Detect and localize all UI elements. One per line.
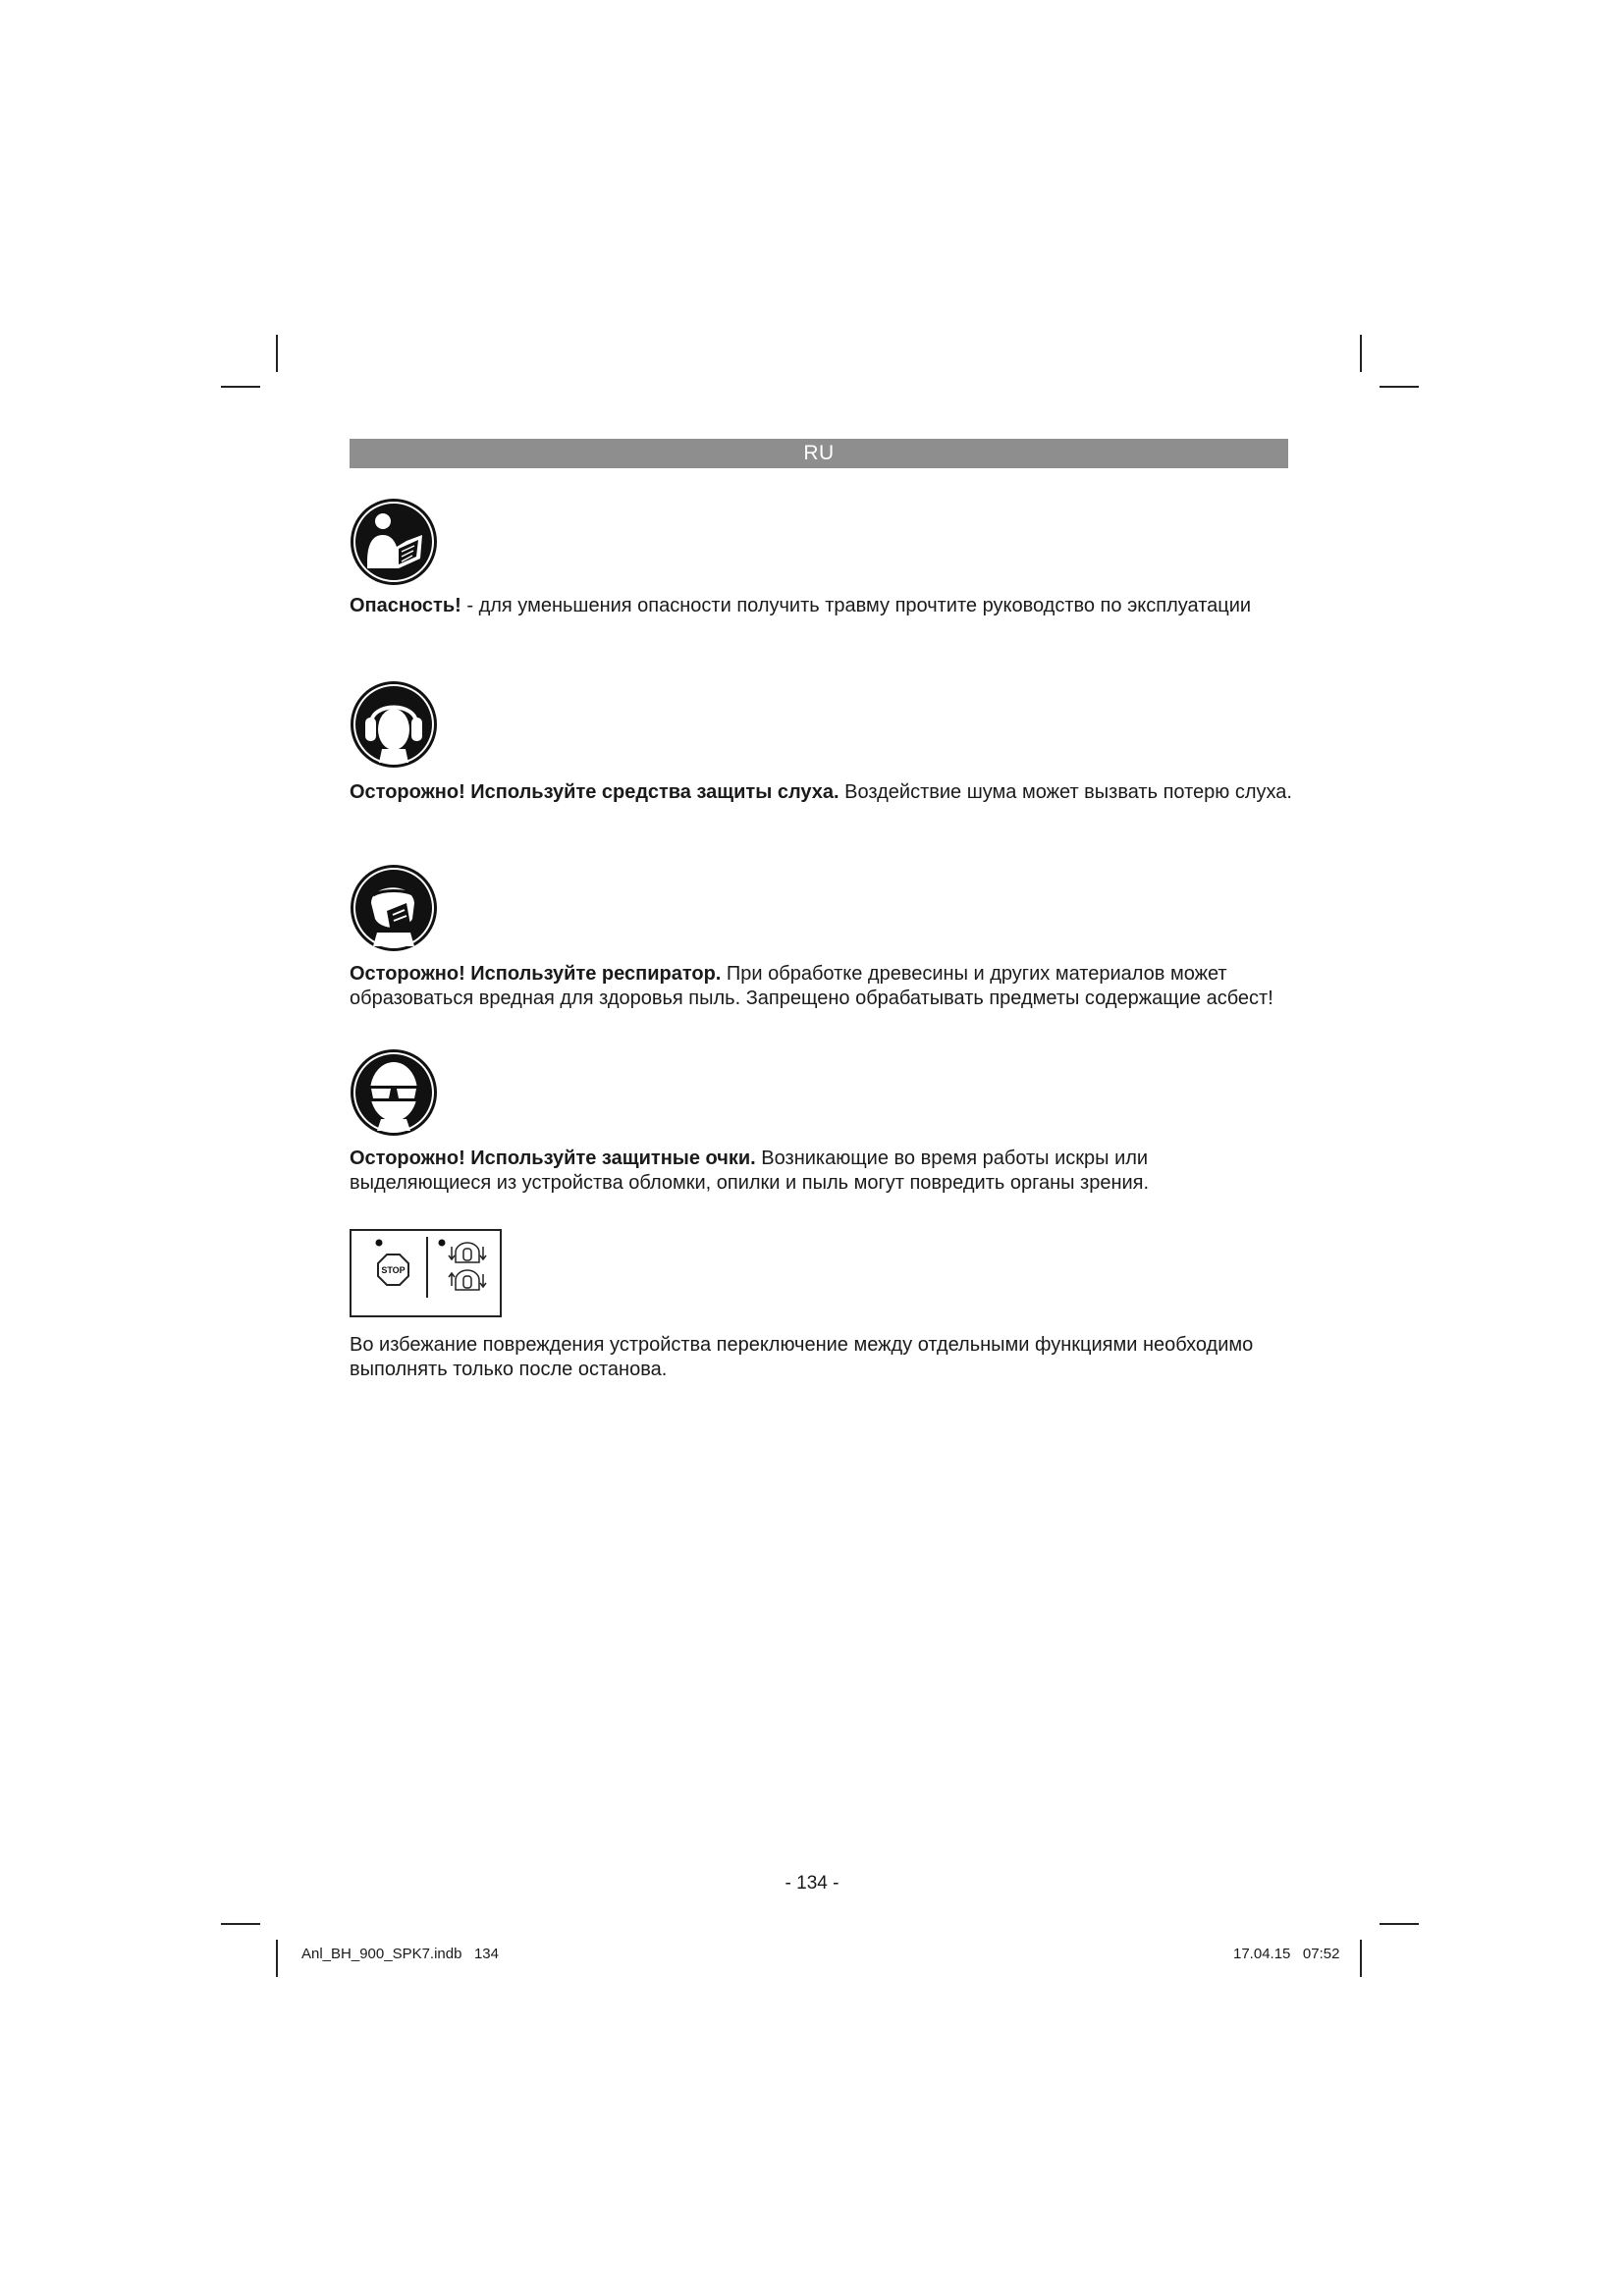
crop-mark xyxy=(221,1923,260,1925)
language-bar: RU xyxy=(350,439,1288,468)
safety-goggles-text: Осторожно! Используйте защитные очки. Возникающие во время работы искры или выделяющиеся из устройства обломки, опилки и пыль могут повредить органы зрения. xyxy=(350,1148,1150,1194)
read-manual-icon xyxy=(350,498,438,586)
stop-before-switching-text: Во избежание повреждения устройства переключение между отдельными функциями необходимо выполнять только после останова. xyxy=(350,1334,1254,1380)
crop-mark xyxy=(1380,386,1419,388)
page-number: - 134 - xyxy=(785,1873,839,1894)
crop-mark xyxy=(276,1940,278,1977)
safety-goggles-icon xyxy=(350,1048,438,1137)
stop-label: STOP xyxy=(381,1265,406,1275)
hearing-protection-icon xyxy=(350,680,438,769)
footer-datetime: 17.04.15 07:52 xyxy=(1233,1946,1340,1962)
footer-file-info: Anl_BH_900_SPK7.indb 134 xyxy=(301,1946,499,1962)
respirator-text: Осторожно! Используйте респиратор. При обработке древесины и других материалов может образоваться вредная для здоровья пыль. Запрещено обрабатывать предметы содержащие асбест! xyxy=(350,963,1273,1009)
stop-switch-icon xyxy=(350,1229,502,1317)
danger-read-manual-text: Опасность! - для уменьшения опасности получить травму прочтите руководство по эксплуатации xyxy=(350,595,1252,616)
crop-mark xyxy=(221,386,260,388)
respirator-icon xyxy=(350,864,438,952)
crop-mark xyxy=(1380,1923,1419,1925)
crop-mark xyxy=(276,335,278,372)
crop-mark xyxy=(1360,335,1362,372)
crop-mark xyxy=(1360,1940,1362,1977)
hearing-protection-text: Осторожно! Используйте средства защиты слуха. Воздействие шума может вызвать потерю слуха. xyxy=(350,781,1292,803)
